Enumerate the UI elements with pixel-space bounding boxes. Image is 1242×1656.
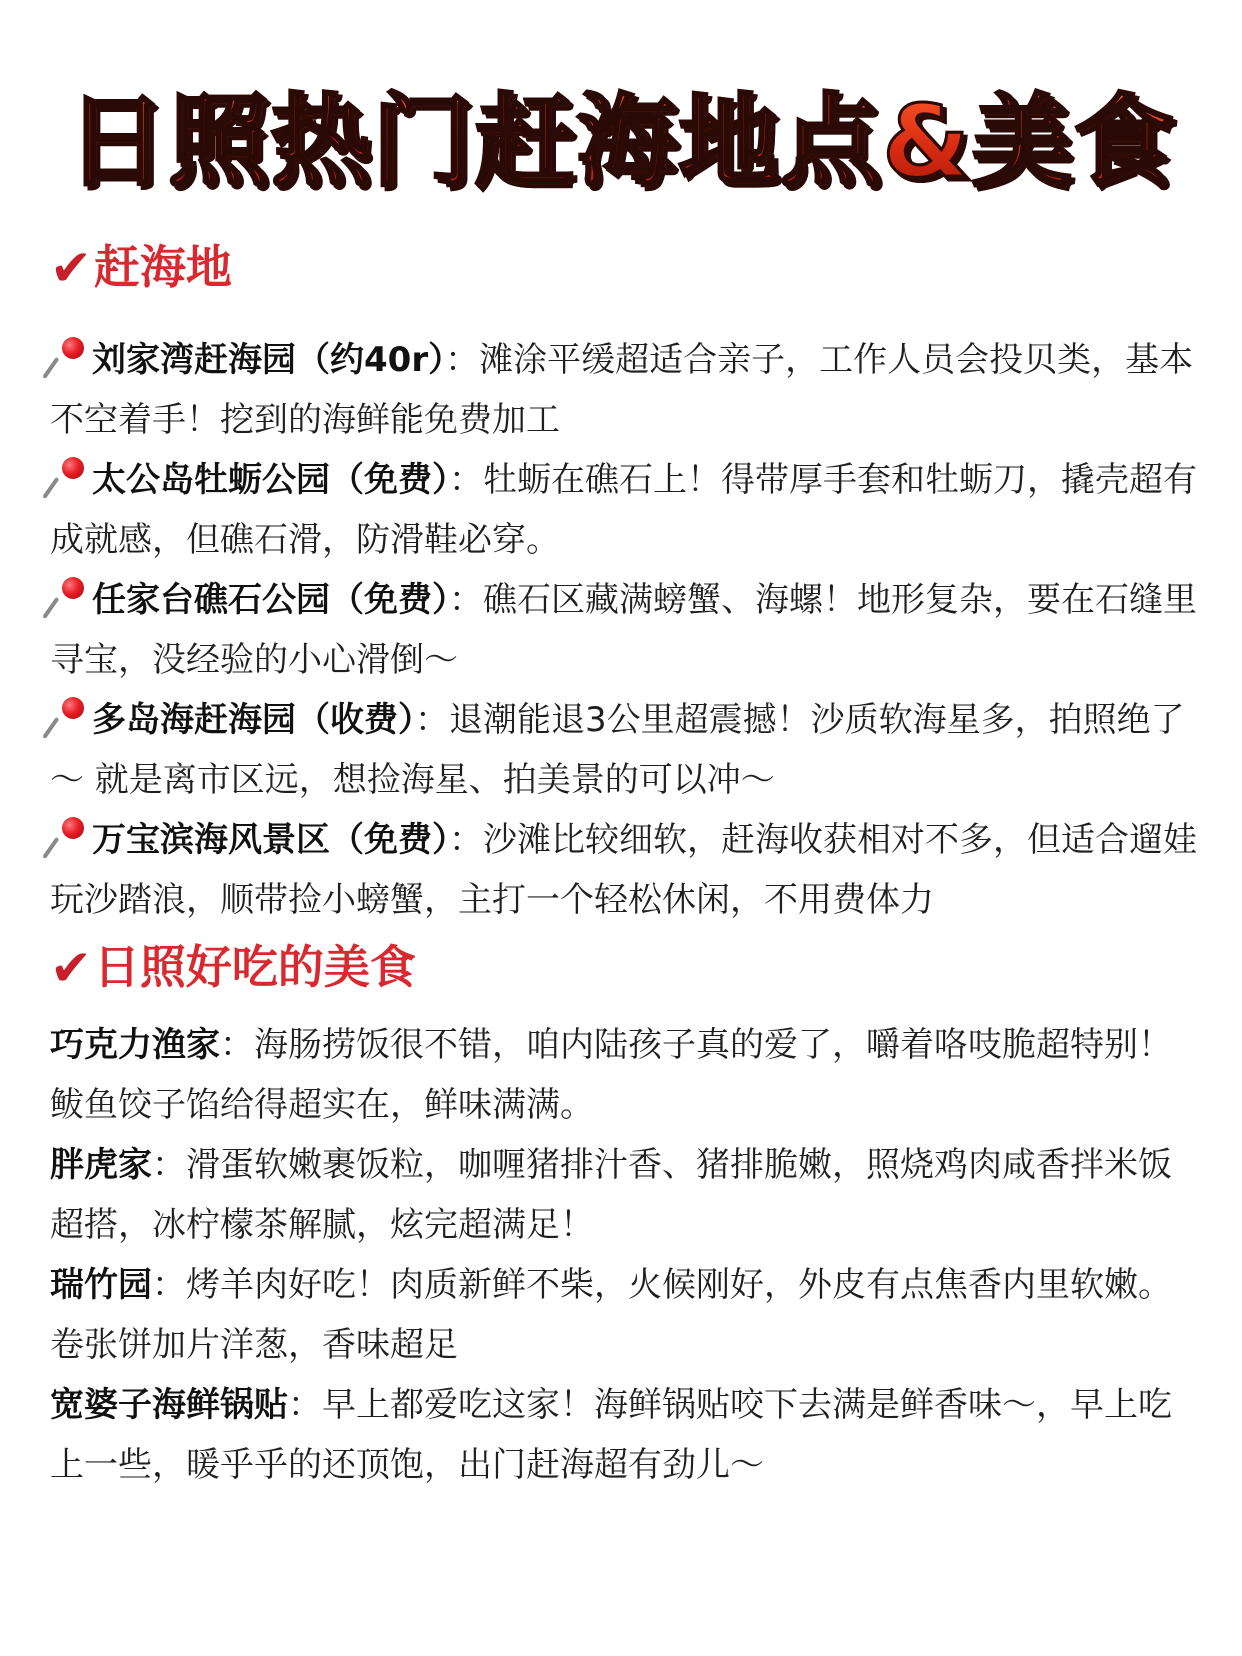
spot-description: 滩涂平缓超适合亲子，工作人员会投贝类，基本不空着手！挖到的海鲜能免费加工 bbox=[50, 340, 1194, 440]
spot-description: 牡蛎在礁石上！得带厚手套和牡蛎刀，撬壳超有成就感，但礁石滑，防滑鞋必穿。 bbox=[50, 460, 1197, 560]
pushpin-icon bbox=[50, 455, 88, 499]
restaurant-name: 瑞竹园 bbox=[50, 1265, 152, 1305]
separator: ： bbox=[152, 1265, 186, 1305]
list-item bbox=[50, 690, 1200, 810]
separator: ： bbox=[445, 340, 480, 380]
section-heading-food bbox=[50, 936, 416, 997]
separator: ： bbox=[220, 1025, 254, 1065]
restaurant-name: 宽婆子海鲜锅贴 bbox=[50, 1385, 288, 1425]
list-item bbox=[50, 1015, 1200, 1135]
section-heading-food-text: 日照好吃的美食 bbox=[93, 940, 416, 994]
checkmark-icon: ✔ bbox=[50, 239, 92, 297]
pushpin-icon bbox=[50, 695, 88, 739]
section-heading-beach bbox=[50, 236, 232, 297]
list-item bbox=[50, 570, 1200, 690]
section-heading-beach-text: 赶海地 bbox=[93, 240, 232, 294]
restaurant-description: 早上都爱吃这家！海鲜锅贴咬下去满是鲜香味～，早上吃上一些，暖乎乎的还顶饱，出门赶海超有劲儿～ bbox=[50, 1385, 1172, 1485]
list-item bbox=[50, 810, 1200, 930]
spot-description: 沙滩比较细软，赶海收获相对不多，但适合遛娃玩沙踏浪，顺带捡小螃蟹，主打一个轻松休闲，不用费体力 bbox=[50, 820, 1197, 920]
spot-description: 退潮能退3公里超震撼！沙质软海星多，拍照绝了～ 就是离市区远，想捡海星、拍美景的可以冲～ bbox=[50, 700, 1185, 800]
list-item bbox=[50, 1375, 1200, 1495]
food-list bbox=[50, 1015, 1200, 1495]
separator: ： bbox=[449, 820, 483, 860]
restaurant-name: 胖虎家 bbox=[50, 1145, 152, 1185]
pushpin-icon bbox=[50, 335, 88, 379]
list-item bbox=[50, 1255, 1200, 1375]
restaurant-description: 海肠捞饭很不错，咱内陆孩子真的爱了，嚼着咯吱脆超特别！鲅鱼饺子馅给得超实在，鲜味满满。 bbox=[50, 1025, 1172, 1125]
pushpin-icon bbox=[50, 815, 88, 859]
separator: ： bbox=[415, 700, 449, 740]
spot-description: 礁石区藏满螃蟹、海螺！地形复杂，要在石缝里寻宝，没经验的小心滑倒～ bbox=[50, 580, 1197, 680]
restaurant-name: 巧克力渔家 bbox=[50, 1025, 220, 1065]
list-item bbox=[50, 1135, 1200, 1255]
spot-name: 太公岛牡蛎公园（免费） bbox=[92, 460, 449, 500]
separator: ： bbox=[288, 1385, 322, 1425]
checkmark-icon: ✔ bbox=[50, 939, 92, 997]
page-title-text: 日照热门赶海地点&美食 bbox=[66, 83, 1176, 200]
restaurant-description: 烤羊肉好吃！肉质新鲜不柴，火候刚好，外皮有点焦香内里软嫩。卷张饼加片洋葱，香味超足 bbox=[50, 1265, 1172, 1365]
list-item bbox=[50, 450, 1200, 570]
restaurant-description: 滑蛋软嫩裹饭粒，咖喱猪排汁香、猪排脆嫩，照烧鸡肉咸香拌米饭超搭，冰柠檬茶解腻，炫完超满足！ bbox=[50, 1145, 1172, 1245]
beach-list bbox=[50, 330, 1200, 930]
list-item bbox=[50, 330, 1200, 450]
spot-name: 任家台礁石公园（免费） bbox=[92, 580, 449, 620]
separator: ： bbox=[152, 1145, 186, 1185]
spot-name: 万宝滨海风景区（免费） bbox=[92, 820, 449, 860]
page-title bbox=[0, 82, 1242, 202]
separator: ： bbox=[449, 460, 483, 500]
spot-name: 刘家湾赶海园（约40r） bbox=[92, 340, 446, 380]
spot-name: 多岛海赶海园（收费） bbox=[92, 700, 415, 740]
separator: ： bbox=[449, 580, 483, 620]
pushpin-icon bbox=[50, 575, 88, 619]
